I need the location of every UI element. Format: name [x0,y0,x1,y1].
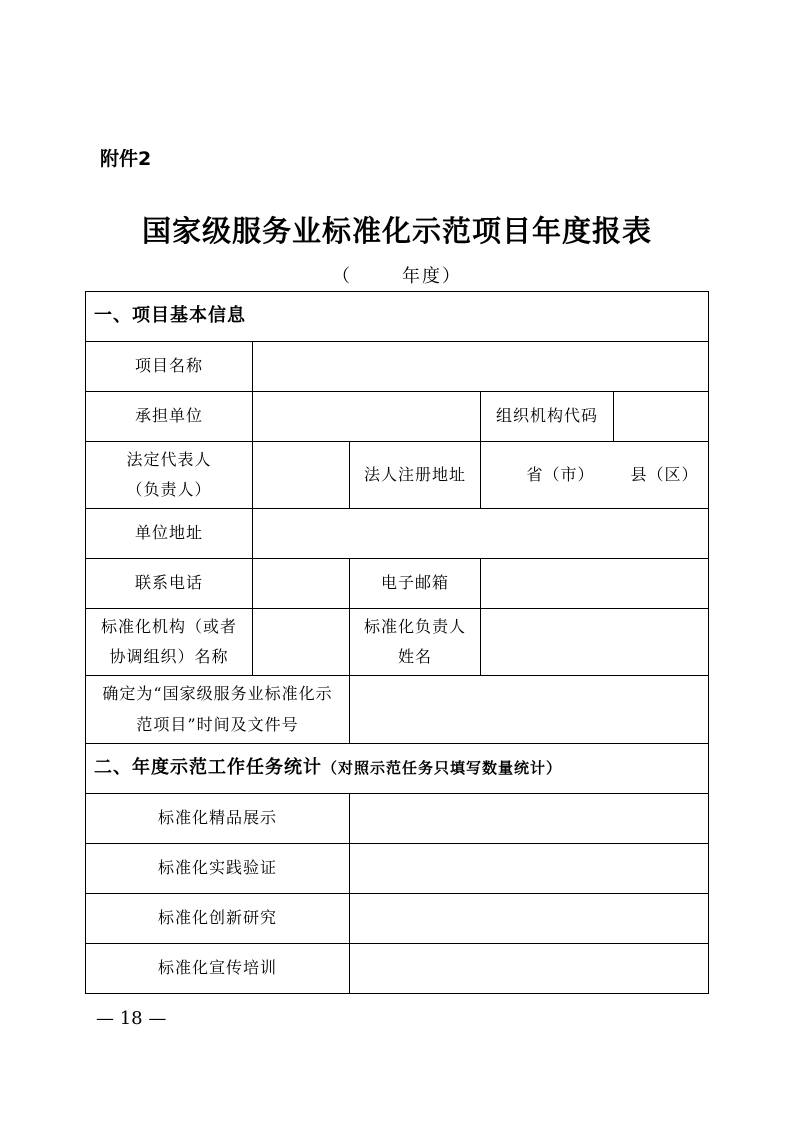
phone-field[interactable] [253,559,350,609]
std-head-field[interactable] [481,609,709,676]
undertaking-unit-field[interactable] [253,392,481,442]
designation-label-line2: 范项目”时间及文件号 [136,714,299,734]
task-label-training: 标准化宣传培训 [86,944,350,994]
legal-address-field[interactable] [481,442,709,509]
section2-title: 二、年度示范工作任务统计 [94,757,322,779]
designation-label-line1: 确定为“国家级服务业标准化示 [102,684,333,704]
legal-rep-field[interactable] [253,442,350,509]
unit-address-field[interactable] [253,509,709,559]
section1-heading: 一、项目基本信息 [86,292,709,342]
section2-heading [86,744,709,794]
attachment-label: 附件2 [100,148,152,170]
county-label: 县（区） [630,464,699,484]
task-field-showcase[interactable] [350,794,709,844]
std-org-field[interactable] [253,609,350,676]
std-head-label [350,609,481,676]
task-field-practice[interactable] [350,844,709,894]
form-title: 国家级服务业标准化示范项目年度报表 [141,214,652,248]
std-org-label-line2: 协调组织）名称 [109,647,229,666]
email-label: 电子邮箱 [350,559,481,609]
email-field[interactable] [481,559,709,609]
task-field-training[interactable] [350,944,709,994]
report-table [85,291,709,994]
unit-address-label: 单位地址 [86,509,253,559]
task-label-research: 标准化创新研究 [86,894,350,944]
legal-rep-label-line1: 法定代表人 [126,449,212,469]
year-line [0,262,794,288]
phone-label: 联系电话 [86,559,253,609]
legal-rep-label-line2: （负责人） [126,480,212,499]
std-head-label-line1: 标准化负责人 [363,616,466,636]
std-org-label [86,609,253,676]
province-label: 省（市） [526,464,595,484]
std-head-label-line2: 姓名 [397,647,432,666]
task-label-showcase: 标准化精品展示 [86,794,350,844]
year-text: 年度） [402,266,462,287]
legal-rep-label [86,442,253,509]
year-open-paren: （ [332,266,352,287]
project-name-field[interactable] [253,342,709,392]
designation-field[interactable] [350,676,709,744]
org-code-label: 组织机构代码 [481,392,614,442]
std-org-label-line1: 标准化机构（或者 [100,616,237,636]
task-field-research[interactable] [350,894,709,944]
designation-label [86,676,350,744]
task-label-practice: 标准化实践验证 [86,844,350,894]
org-code-field[interactable] [614,392,709,442]
project-name-label: 项目名称 [86,342,253,392]
legal-address-label: 法人注册地址 [350,442,481,509]
page-number: — 18 — [96,1008,167,1029]
section2-note: （对照示范任务只填写数量统计） [322,759,563,778]
undertaking-unit-label: 承担单位 [86,392,253,442]
